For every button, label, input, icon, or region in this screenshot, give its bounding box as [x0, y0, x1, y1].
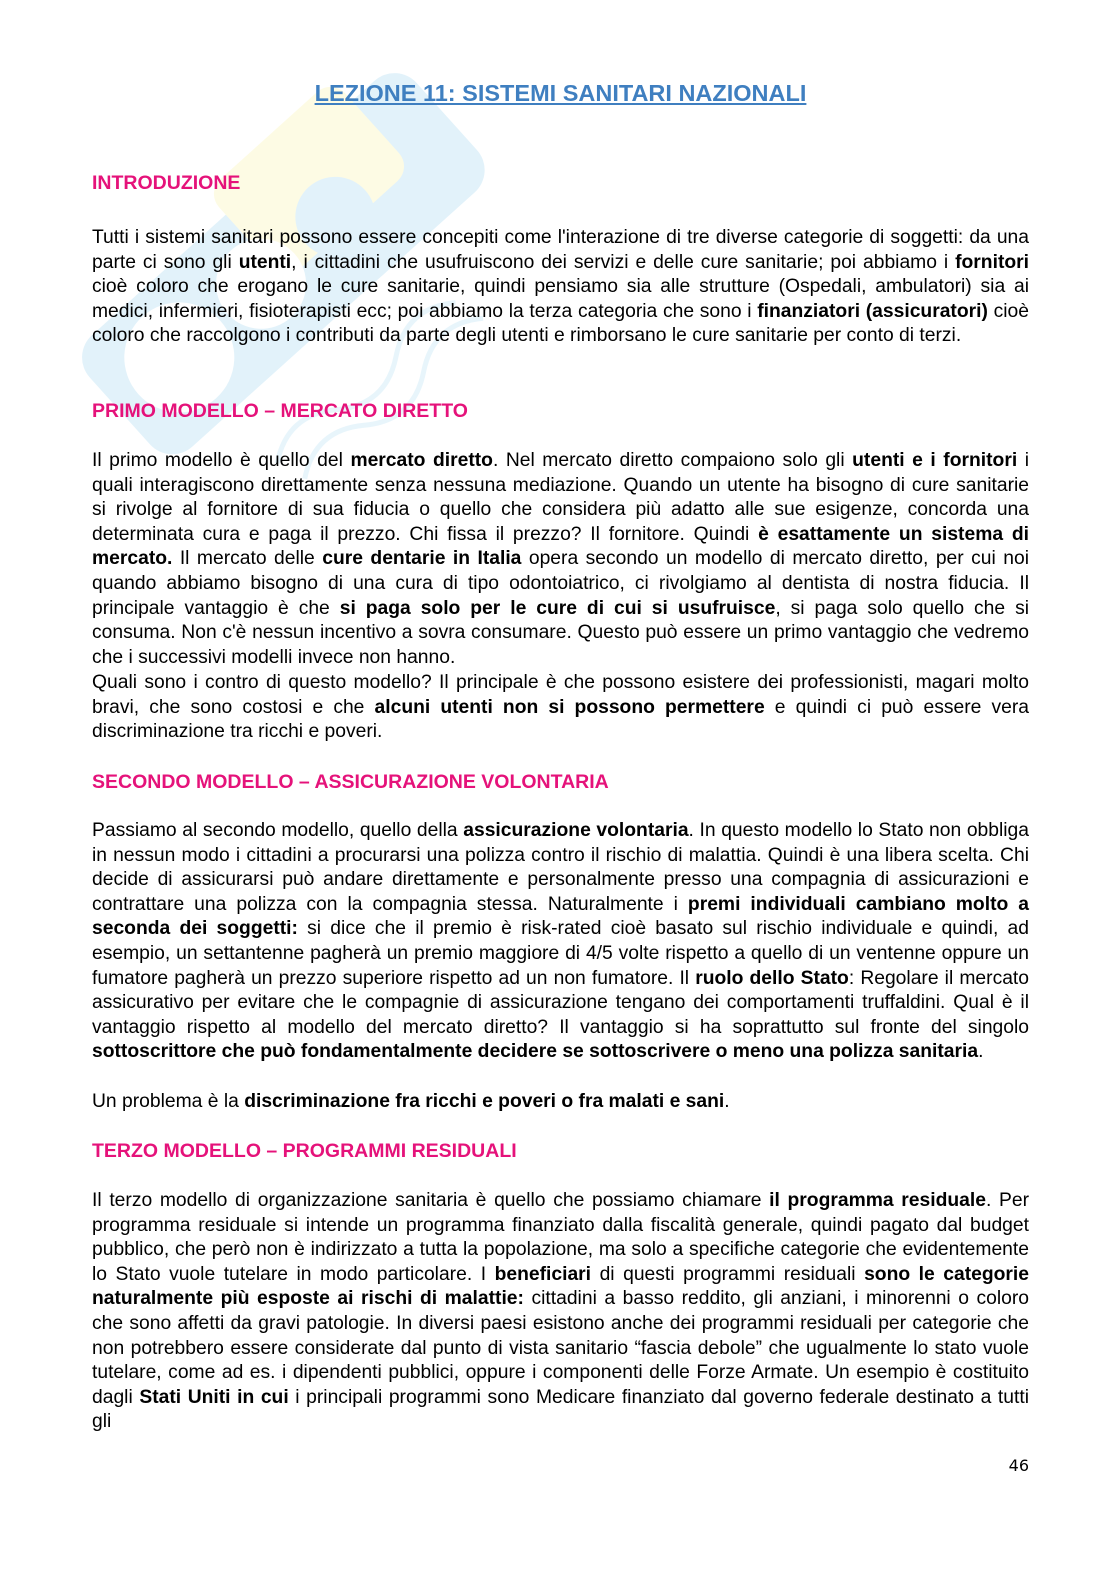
section-heading-intro: INTRODUZIONE: [92, 172, 241, 194]
paragraph-intro: Tutti i sistemi sanitari possono essere concepiti come l'interazione di tre diverse categorie di soggetti: da una parte ci sono gli utenti, i cittadini che usufruiscono dei servizi e delle cure sanitarie; poi abbiamo i fornitori cioè coloro che erogano le cure sanitarie, quindi pensiamo sia alle strutture (Ospedali, ambulatori) sia ai medici, infermieri, fisioterapisti ecc; poi abbiamo la terza categoria che sono i finanziatori (assicuratori) cioè coloro che raccolgono i contributi da parte degli utenti e rimborsano le cure sanitarie per conto di terzi.: [92, 227, 1030, 347]
page-number: 46: [1008, 1456, 1029, 1475]
section-heading-model2: SECONDO MODELLO – ASSICURAZIONE VOLONTARIA: [92, 771, 609, 793]
paragraph-model1-cons: Quali sono i contro di questo modello? Il principale è che possono esistere dei professionisti, magari molto bravi, che sono costosi e che alcuni utenti non si possono permettere e quindi ci può essere vera discriminazione tra ricchi e poveri.: [92, 672, 1029, 743]
page-title: LEZIONE 11: SISTEMI SANITARI NAZIONALI: [314, 80, 807, 106]
paragraph-model2: Passiamo al secondo modello, quello della assicurazione volontaria. In questo modello lo Stato non obbliga in nessun modo i cittadini a procurarsi una polizza contro il rischio di malattia. Quindi è una libera scelta. Chi decide di assicurarsi può andare direttamente e personalmente presso una compagnia di assicurazioni e contrattare una polizza con la compagnia stessa. Naturalmente i premi individuali cambiano molto a seconda dei soggetti: si dice che il premio è risk-rated cioè basato sul rischio individuale e quindi, ad esempio, un settantenne pagherà un premio maggiore di 4/5 volte rispetto a quello di un ventenne oppure un fumatore pagherà un prezzo superiore rispetto ad un non fumatore. Il ruolo dello Stato: Regolare il mercato assicurativo per evitare che le compagnie di assicurazione tengano dei comportamenti truffaldini. Qual è il vantaggio rispetto al modello del mercato diretto? Il vantaggio si ha soprattutto sul fronte del singolo sottoscrittore che può fondamentalmente decidere se sottoscrivere o meno una polizza sanitaria.: [92, 820, 1030, 1063]
paragraph-model2-problem: Un problema è la discriminazione fra ricchi e poveri o fra malati e sani.: [92, 1091, 730, 1112]
section-heading-model1: PRIMO MODELLO – MERCATO DIRETTO: [92, 400, 468, 422]
section-heading-model3: TERZO MODELLO – PROGRAMMI RESIDUALI: [92, 1140, 517, 1162]
paragraph-model1: Il primo modello è quello del mercato diretto. Nel mercato diretto compaiono solo gli utenti e i fornitori i quali interagiscono direttamente senza nessuna mediazione. Quando un utente ha bisogno di cure sanitarie si rivolge al fornitore di sua fiducia o quello che considera più adatto alle sue esigenze, concorda una determinata cura e paga il prezzo. Chi fissa il prezzo? Il fornitore. Quindi è esattamente un sistema di mercato. Il mercato delle cure dentarie in Italia opera secondo un modello di mercato diretto, per cui noi quando abbiamo bisogno di una cura di tipo odontoiatrico, ci rivolgiamo al dentista di nostra fiducia. Il principale vantaggio è che si paga solo per le cure di cui si usufruisce, si paga solo quello che si consuma. Non c'è nessun incentivo a sovra consumare. Questo può essere un primo vantaggio che vedremo che i successivi modelli invece non hanno.: [92, 450, 1029, 668]
paragraph-model3: Il terzo modello di organizzazione sanitaria è quello che possiamo chiamare il programma residuale. Per programma residuale si intende un programma finanziato dalla fiscalità generale, quindi pagato dal budget pubblico, che però non è indirizzato a tutta la popolazione, ma solo a specifiche categorie che evidentemente lo Stato vuole tutelare in modo particolare. I beneficiari di questi programmi residuali sono le categorie naturalmente più esposte ai rischi di malattie: cittadini a basso reddito, gli anziani, i minorenni o coloro che sono affetti da gravi patologie. In diversi paesi esistono anche dei programmi residuali per categorie che non potrebbero essere considerate dal punto di vista sanitario “fascia debole” che ugualmente lo stato vuole tutelare, come ad es. i dipendenti pubblici, oppure i componenti delle Forze Armate. Un esempio è costituito dagli Stati Uniti in cui i principali programmi sono Medicare finanziato dal governo federale destinato a tutti gli: [92, 1190, 1029, 1433]
